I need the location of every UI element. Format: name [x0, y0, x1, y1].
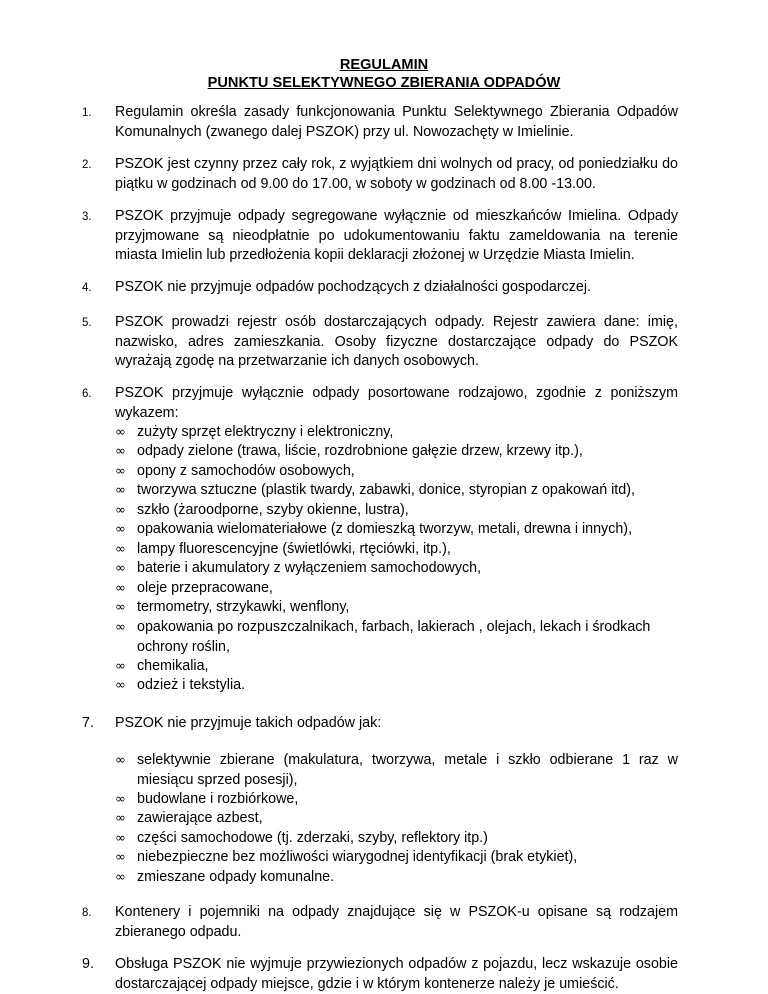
bullet-icon: ∞ — [115, 503, 126, 518]
bullet-icon: ∞ — [115, 753, 126, 768]
bullet-icon: ∞ — [115, 659, 126, 674]
item-text: PSZOK przyjmuje wyłącznie odpady posortowane rodzajowo, zgodnie z poniższym wykazem: — [115, 385, 678, 421]
item-number: 1. — [82, 107, 92, 119]
item-number: 8. — [82, 907, 92, 919]
bullet-icon: ∞ — [115, 678, 126, 693]
item-text: PSZOK nie przyjmuje takich odpadów jak: — [115, 715, 382, 731]
list-item-text: baterie i akumulatory z wyłączeniem samochodowych, — [137, 560, 482, 576]
item-number: 2. — [82, 159, 92, 171]
list-item-text: niebezpieczne bez możliwości wiarygodnej identyfikacji (brak etykiet), — [137, 849, 578, 865]
list-item-text: opony z samochodów osobowych, — [137, 463, 355, 479]
list-item-text: chemikalia, — [137, 658, 209, 674]
list-item-text: części samochodowe (tj. zderzaki, szyby, reflektory itp.) — [137, 830, 488, 846]
item-number: 9. — [82, 956, 94, 972]
bullet-icon: ∞ — [115, 792, 126, 807]
item-text: PSZOK jest czynny przez cały rok, z wyjątkiem dni wolnych od pracy, od poniedziałku do piątku w godzinach od 9.00 do 17.00, w soboty w godzinach od 8.00 -13.00. — [115, 156, 678, 192]
bullet-icon: ∞ — [115, 561, 126, 576]
list-item-text: odzież i tekstylia. — [137, 677, 246, 693]
list-item-text: tworzywa sztuczne (plastik twardy, zabawki, donice, styropian z opakowań itd), — [137, 482, 635, 498]
item-text: Obsługa PSZOK nie wyjmuje przywiezionych odpadów z pojazdu, lecz wskazuje osobie dostarczającej odpady miejsce, gdzie i w którym kontenerze należy je umieścić. — [115, 956, 678, 992]
item-text: Kontenery i pojemniki na odpady znajdujące się w PSZOK-u opisane są rodzajem zbieranego odpadu. — [115, 904, 678, 940]
list-item-text: opakowania po rozpuszczalnikach, farbach, lakierach , olejach, lekach i środkach ochrony roślin, — [137, 619, 651, 655]
list-item-text: opakowania wielomateriałowe (z domieszką tworzyw, metali, drewna i innych), — [137, 521, 633, 537]
list-item-text: lampy fluorescencyjne (świetlówki, rtęciówki, itp.), — [137, 541, 451, 557]
item-number: 4. — [82, 282, 92, 294]
item-text: PSZOK nie przyjmuje odpadów pochodzących z działalności gospodarczej. — [115, 279, 592, 295]
item-text: PSZOK prowadzi rejestr osób dostarczających odpady. Rejestr zawiera dane: imię, nazwisko, adres zamieszkania. Osoby fizyczne dostarczające odpady do PSZOK wyrażają zgodę na przetwarzanie ich danych osobowych. — [115, 314, 678, 369]
bullet-icon: ∞ — [115, 581, 126, 596]
bullet-icon: ∞ — [115, 600, 126, 615]
bullet-icon: ∞ — [115, 522, 126, 537]
list-item-text: budowlane i rozbiórkowe, — [137, 791, 299, 807]
list-item-text: zawierające azbest, — [137, 810, 263, 826]
item-text: PSZOK przyjmuje odpady segregowane wyłącznie od mieszkańców Imielina. Odpady przyjmowane są nieodpłatnie po udokumentowaniu faktu zameldowania na terenie miasta Imielin lub przedłożenia kopii deklaracji złożonej w Urzędzie Miasta Imielin. — [115, 208, 678, 263]
bullet-icon: ∞ — [115, 870, 126, 885]
item-number: 5. — [82, 317, 92, 329]
list-item-text: odpady zielone (trawa, liście, rozdrobnione gałęzie drzew, krzewy itp.), — [137, 443, 583, 459]
list-item-text: selektywnie zbierane (makulatura, tworzywa, metale i szkło odbierane 1 raz w miesiącu sprzed posesji), — [137, 752, 678, 788]
item-text: Regulamin określa zasady funkcjonowania Punktu Selektywnego Zbierania Odpadów Komunalnych (zwanego dalej PSZOK) przy ul. Nowozachęty w Imielinie. — [115, 104, 678, 140]
list-item-text: oleje przepracowane, — [137, 580, 273, 596]
bullet-icon: ∞ — [115, 483, 126, 498]
item-number: 7. — [82, 715, 94, 731]
list-item-text: zmieszane odpady komunalne. — [137, 869, 335, 885]
item-number: 6. — [82, 388, 92, 400]
title-line-2: PUNKTU SELEKTYWNEGO ZBIERANIA ODPADÓW — [207, 75, 561, 91]
title-line-1: REGULAMIN — [339, 57, 429, 73]
bullet-icon: ∞ — [115, 831, 126, 846]
bullet-icon: ∞ — [115, 850, 126, 865]
bullet-icon: ∞ — [115, 811, 126, 826]
bullet-icon: ∞ — [115, 542, 126, 557]
list-item-text: szkło (żaroodporne, szyby okienne, lustra), — [137, 502, 409, 518]
list-item-text: termometry, strzykawki, wenflony, — [137, 599, 350, 615]
bullet-icon: ∞ — [115, 464, 126, 479]
bullet-icon: ∞ — [115, 425, 126, 440]
bullet-icon: ∞ — [115, 620, 126, 635]
item-number: 3. — [82, 211, 92, 223]
bullet-icon: ∞ — [115, 444, 126, 459]
list-item-text: zużyty sprzęt elektryczny i elektroniczny, — [137, 424, 394, 440]
